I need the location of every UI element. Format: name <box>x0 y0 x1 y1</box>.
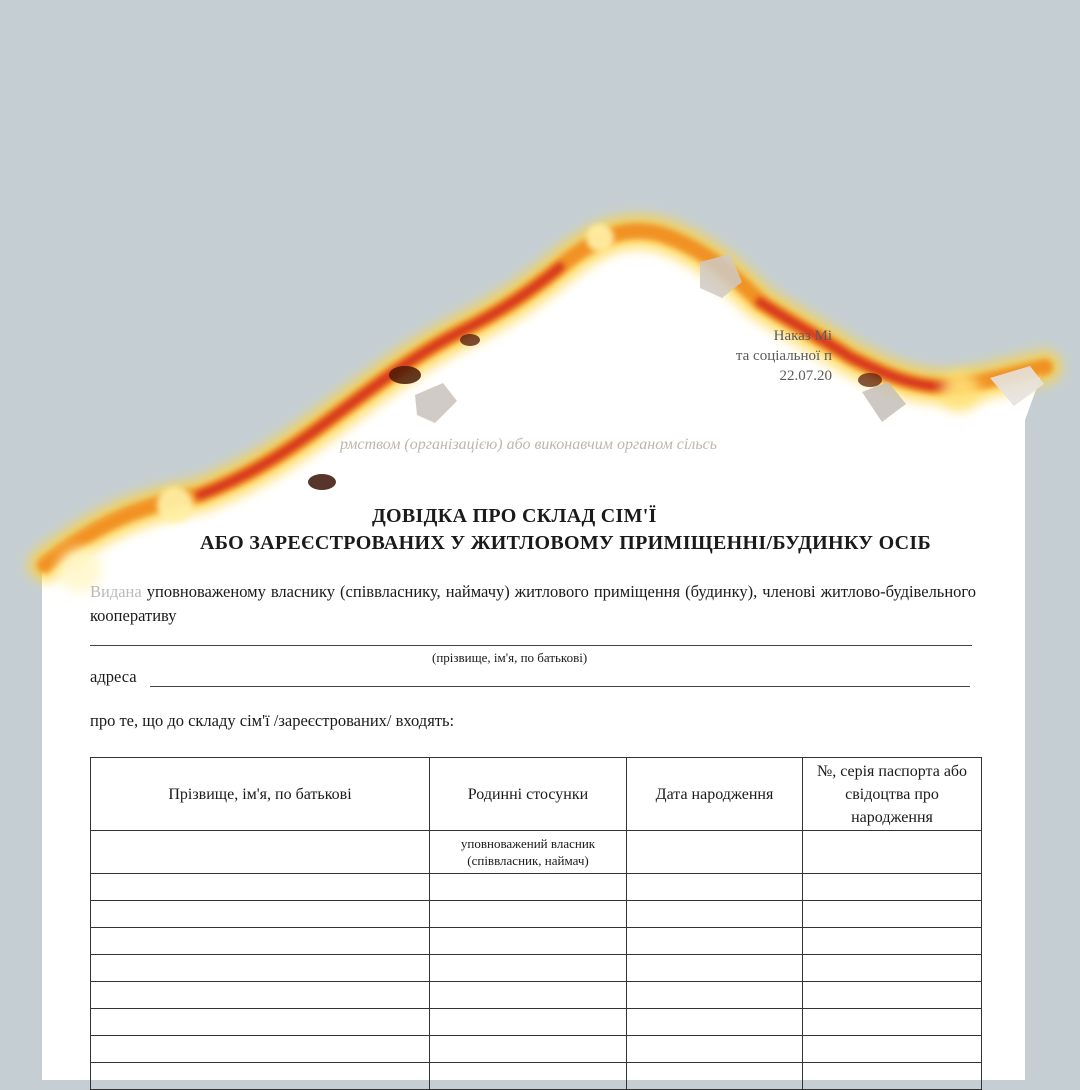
table-row <box>91 901 982 928</box>
table-cell[interactable] <box>803 901 982 928</box>
table-row <box>91 1063 982 1090</box>
table-cell[interactable] <box>627 982 803 1009</box>
table-cell[interactable] <box>91 982 430 1009</box>
order-reference-line: 22.07.20 <box>779 368 832 384</box>
table-cell[interactable] <box>430 955 627 982</box>
table-cell[interactable] <box>803 1036 982 1063</box>
table-cell[interactable] <box>627 831 803 874</box>
table-cell[interactable] <box>803 831 982 874</box>
header-birth-date: Дата народження <box>627 758 803 831</box>
table-row <box>91 874 982 901</box>
table-cell[interactable] <box>627 901 803 928</box>
table-row <box>91 1036 982 1063</box>
order-reference <box>722 326 832 386</box>
table-cell[interactable] <box>91 928 430 955</box>
table-cell[interactable] <box>803 1009 982 1036</box>
table-cell[interactable] <box>803 928 982 955</box>
table-cell[interactable] <box>803 874 982 901</box>
table-cell[interactable] <box>627 1036 803 1063</box>
table-cell[interactable] <box>430 982 627 1009</box>
table-row <box>91 982 982 1009</box>
table-row <box>91 955 982 982</box>
title-line-2: АБО ЗАРЕЄСТРОВАНИХ У ЖИТЛОВОМУ ПРИМІЩЕННІ/БУДИНКУ ОСІБ <box>200 532 932 554</box>
table-row <box>91 928 982 955</box>
table-cell[interactable] <box>91 1036 430 1063</box>
intro-faded-prefix: Видана <box>90 582 142 601</box>
table-cell[interactable] <box>91 1063 430 1090</box>
table-cell[interactable] <box>91 901 430 928</box>
family-lead-text: про те, що до складу сім'ї /зареєстрованих/ входять: <box>90 711 455 730</box>
table-cell[interactable] <box>803 955 982 982</box>
header-relationship: Родинні стосунки <box>430 758 627 831</box>
table-row <box>91 831 982 874</box>
relation-owner-cell: уповноважений власник (співвласник, наймач) <box>430 831 627 874</box>
table-row <box>91 1009 982 1036</box>
table-cell[interactable] <box>430 901 627 928</box>
table-cell[interactable] <box>627 1009 803 1036</box>
table-cell[interactable] <box>430 874 627 901</box>
family-table <box>90 757 982 1090</box>
table-cell[interactable] <box>803 982 982 1009</box>
table-cell[interactable] <box>430 928 627 955</box>
table-cell[interactable] <box>91 831 430 874</box>
address-fill-line[interactable] <box>150 686 970 687</box>
header-passport: №, серія паспорта або свідоцтва про народження <box>803 758 982 831</box>
title-line-1: ДОВІДКА ПРО СКЛАД СІМ'Ї <box>372 505 657 527</box>
table-cell[interactable] <box>627 1063 803 1090</box>
table-cell[interactable] <box>803 1063 982 1090</box>
table-cell[interactable] <box>627 874 803 901</box>
address-label: адреса <box>90 667 137 686</box>
table-cell[interactable] <box>430 1063 627 1090</box>
table-cell[interactable] <box>430 1009 627 1036</box>
family-table-body <box>91 831 982 1090</box>
table-cell[interactable] <box>627 955 803 982</box>
table-cell[interactable] <box>430 1036 627 1063</box>
table-header-row <box>91 758 982 831</box>
name-fill-line[interactable] <box>90 645 972 646</box>
header-full-name: Прізвище, ім'я, по батькові <box>91 758 430 831</box>
intro-paragraph <box>90 580 976 628</box>
issuer-note: рмством (організацією) або виконавчим органом сільсь <box>340 436 717 453</box>
table-cell[interactable] <box>91 1009 430 1036</box>
name-caption: (прізвище, ім'я, по батькові) <box>432 650 588 665</box>
order-reference-line: Наказ Мі <box>773 328 832 344</box>
intro-text: уповноваженому власнику (співвласнику, наймачу) житлового приміщення (будинку), членові житлово-будівельного кооперативу <box>90 582 977 625</box>
table-cell[interactable] <box>91 874 430 901</box>
table-cell[interactable] <box>91 955 430 982</box>
order-reference-line: та соціальної п <box>735 348 832 364</box>
table-cell[interactable] <box>627 928 803 955</box>
